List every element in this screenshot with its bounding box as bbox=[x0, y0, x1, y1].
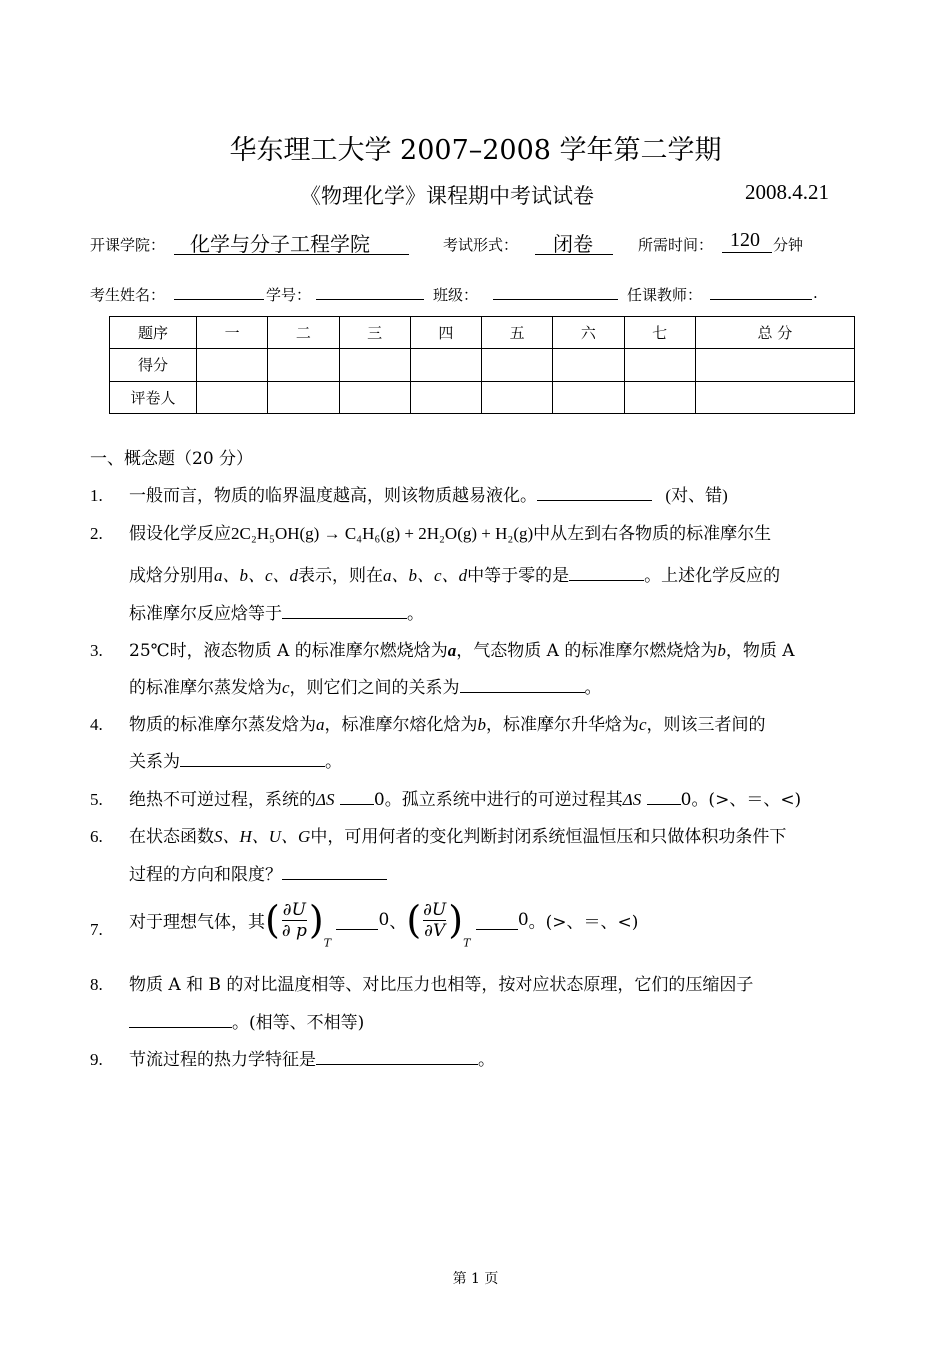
question-body bbox=[129, 818, 786, 856]
answer-options: (对、错) bbox=[665, 486, 728, 505]
teacher-label: 任课教师： bbox=[627, 286, 703, 304]
question-text: ，则它们之间的关系为 bbox=[289, 678, 460, 698]
question-text: 中从左到右各物质的标准摩尔生 bbox=[533, 524, 772, 544]
question-body bbox=[129, 477, 728, 515]
variable-b: b bbox=[477, 715, 486, 734]
grader-cell[interactable] bbox=[410, 381, 481, 413]
table-header-cell: 七 bbox=[624, 317, 695, 349]
score-cell[interactable] bbox=[482, 349, 553, 381]
question-text: 假设化学反应 bbox=[129, 524, 231, 544]
answer-blank[interactable] bbox=[282, 600, 407, 619]
answer-blank[interactable] bbox=[537, 482, 652, 501]
question-text: ，则该三者间的 bbox=[646, 715, 766, 735]
exam-form-underline bbox=[535, 254, 613, 255]
grader-cell[interactable] bbox=[624, 381, 695, 413]
question-text: 25℃时，液态物质 A 的标准摩尔燃烧焓为 bbox=[129, 641, 448, 661]
state-functions: S、H、U、G bbox=[214, 827, 311, 846]
zero: 0 bbox=[680, 790, 692, 810]
score-cell[interactable] bbox=[553, 349, 624, 381]
denominator: ∂V bbox=[424, 920, 446, 941]
grader-cell[interactable] bbox=[553, 381, 624, 413]
score-cell[interactable] bbox=[197, 349, 268, 381]
grader-cell[interactable] bbox=[268, 381, 339, 413]
question-body bbox=[129, 898, 638, 950]
question-8-line-2 bbox=[129, 1004, 364, 1042]
score-cell[interactable] bbox=[339, 349, 410, 381]
variable-a: a bbox=[447, 641, 457, 660]
table-row bbox=[110, 349, 855, 381]
answer-options: 。(>、＝、<) bbox=[528, 912, 639, 933]
college-label: 开课学院： bbox=[90, 236, 166, 254]
question-body bbox=[129, 706, 766, 744]
exam-subtitle: 《物理化学》课程期中考试试卷 bbox=[300, 184, 594, 208]
score-table-header-row bbox=[110, 317, 855, 349]
variable-c: c bbox=[282, 678, 290, 697]
time-underline bbox=[722, 252, 772, 253]
variables: a、b、c、d bbox=[214, 566, 299, 585]
question-text: ，标准摩尔熔化焓为 bbox=[324, 715, 478, 735]
question-body bbox=[129, 781, 801, 819]
class-label: 班级： bbox=[433, 286, 479, 304]
question-number: 5. bbox=[90, 790, 103, 809]
question-text: 。 bbox=[407, 604, 424, 624]
numerator: ∂U bbox=[282, 899, 306, 920]
table-header-cell: 三 bbox=[339, 317, 410, 349]
row-label-grader: 评卷人 bbox=[110, 381, 197, 413]
exam-date: 2008.4.21 bbox=[745, 180, 829, 204]
table-header-cell: 六 bbox=[553, 317, 624, 349]
question-2-line-2 bbox=[129, 557, 780, 595]
end-mark: . bbox=[813, 284, 818, 302]
delta-s: ΔS bbox=[622, 790, 642, 809]
question-text: 标准摩尔反应焓等于 bbox=[129, 604, 282, 624]
grader-cell[interactable] bbox=[482, 381, 553, 413]
time-label: 所需时间： bbox=[638, 236, 714, 254]
college-value: 化学与分子工程学院 bbox=[190, 232, 370, 256]
answer-blank[interactable] bbox=[336, 911, 378, 930]
question-text: 绝热不可逆过程，系统的 bbox=[129, 790, 316, 810]
grader-cell[interactable] bbox=[339, 381, 410, 413]
table-header-cell: 二 bbox=[268, 317, 339, 349]
question-3-line-2 bbox=[129, 669, 602, 707]
table-header-cell: 五 bbox=[482, 317, 553, 349]
time-unit: 分钟 bbox=[773, 236, 804, 254]
question-number: 9. bbox=[90, 1050, 103, 1069]
answer-blank[interactable] bbox=[180, 748, 325, 767]
answer-blank[interactable] bbox=[476, 911, 518, 930]
paren-close: ) bbox=[448, 898, 464, 942]
question-7 bbox=[0, 898, 900, 962]
variables: a、b、c、d bbox=[383, 566, 468, 585]
separator: 、 bbox=[389, 912, 407, 933]
question-text: 过程的方向和限度？ bbox=[129, 865, 282, 885]
section-heading: 一、概念题（20 分） bbox=[90, 449, 254, 469]
answer-options: 。(>、＝、<) bbox=[691, 790, 802, 810]
zero: 0 bbox=[517, 910, 529, 930]
grader-cell[interactable] bbox=[695, 381, 854, 413]
denominator: ∂ p bbox=[281, 920, 307, 941]
college-underline bbox=[174, 254, 409, 255]
table-header-cell: 题序 bbox=[110, 317, 197, 349]
paren-open: ( bbox=[406, 898, 422, 942]
question-text: 节流过程的热力学特征是 bbox=[129, 1050, 316, 1070]
question-text: 中等于零的是 bbox=[467, 566, 570, 586]
zero: 0 bbox=[373, 790, 385, 810]
answer-blank[interactable] bbox=[647, 786, 681, 805]
subscript-t: T bbox=[463, 936, 471, 950]
chemical-reaction: 2C₂H₅OH(g) → C₄H₆(g) + 2H₂O(g) + H₂(g) bbox=[231, 524, 534, 543]
score-cell[interactable] bbox=[268, 349, 339, 381]
question-text: ，标准摩尔升华焓为 bbox=[486, 715, 639, 735]
question-text: 。上述化学反应的 bbox=[644, 566, 781, 586]
exam-form-value: 闭卷 bbox=[553, 232, 593, 256]
question-text: 。 bbox=[325, 752, 342, 772]
question-text: 对于理想气体，其 bbox=[129, 912, 265, 933]
score-table bbox=[109, 316, 855, 414]
question-text: ，物质 A bbox=[725, 641, 795, 661]
student-id-underline bbox=[316, 299, 424, 300]
question-number: 1. bbox=[90, 486, 103, 505]
variable-c: c bbox=[639, 715, 647, 734]
row-label-score: 得分 bbox=[110, 349, 197, 381]
question-number: 6. bbox=[90, 827, 103, 846]
score-cell[interactable] bbox=[624, 349, 695, 381]
answer-blank[interactable] bbox=[460, 674, 585, 693]
question-number: 4. bbox=[90, 715, 103, 734]
question-text: 表示，则在 bbox=[298, 566, 384, 586]
question-body bbox=[129, 632, 795, 670]
question-text: 物质 A 和 B 的对比温度相等、对比压力也相等，按对应状态原理，它们的压缩因子 bbox=[129, 975, 754, 995]
teacher-underline bbox=[710, 299, 812, 300]
question-2-line-3 bbox=[129, 595, 424, 633]
student-id-label: 学号： bbox=[266, 286, 312, 304]
table-header-cell: 四 bbox=[410, 317, 481, 349]
delta-s: ΔS bbox=[316, 790, 335, 809]
table-header-cell: 总 分 bbox=[695, 317, 854, 349]
answer-blank[interactable] bbox=[129, 1009, 232, 1028]
partial-derivative-p bbox=[282, 900, 307, 941]
class-underline bbox=[493, 299, 618, 300]
name-label: 考生姓名： bbox=[90, 286, 166, 304]
question-number: 3. bbox=[90, 641, 103, 660]
variable-a: a bbox=[316, 715, 325, 734]
numerator: ∂U bbox=[423, 899, 447, 920]
question-number: 7. bbox=[90, 920, 103, 939]
question-text: 一般而言，物质的临界温度越高，则该物质越易液化。 bbox=[129, 486, 537, 506]
zero: 0 bbox=[378, 910, 390, 930]
question-text: 中，可用何者的变化判断封闭系统恒温恒压和只做体积功条件下 bbox=[310, 827, 787, 847]
page-number: 第 1 页 bbox=[452, 1271, 499, 1287]
question-number: 8. bbox=[90, 975, 103, 994]
grader-cell[interactable] bbox=[197, 381, 268, 413]
name-underline bbox=[174, 299, 264, 300]
question-body bbox=[129, 1041, 495, 1079]
question-text: 在状态函数 bbox=[129, 827, 214, 847]
paren-close: ) bbox=[308, 898, 324, 942]
partial-derivative-v bbox=[423, 900, 446, 941]
question-text: 成焓分别用 bbox=[129, 566, 214, 586]
question-body bbox=[129, 515, 771, 553]
answer-blank[interactable] bbox=[569, 562, 644, 581]
variable-b: b bbox=[717, 641, 726, 660]
question-4-line-2 bbox=[129, 743, 342, 781]
answer-options: 。(相等、不相等) bbox=[232, 1013, 365, 1033]
subscript-t: T bbox=[323, 936, 332, 950]
paren-open: ( bbox=[265, 898, 280, 942]
question-number: 2. bbox=[90, 524, 103, 543]
question-text: 的标准摩尔蒸发焓为 bbox=[129, 678, 282, 698]
exam-form-label: 考试形式： bbox=[443, 236, 519, 254]
time-value: 120 bbox=[730, 229, 760, 251]
question-text: ，气态物质 A 的标准摩尔燃烧焓为 bbox=[456, 641, 718, 661]
table-row bbox=[110, 381, 855, 413]
score-cell[interactable] bbox=[410, 349, 481, 381]
answer-blank[interactable] bbox=[316, 1046, 478, 1065]
score-cell[interactable] bbox=[695, 349, 854, 381]
question-text: 物质的标准摩尔蒸发焓为 bbox=[129, 715, 316, 735]
question-body bbox=[129, 966, 753, 1004]
question-text: 。孤立系统中进行的可逆过程其 bbox=[384, 790, 623, 810]
question-text: 。 bbox=[478, 1050, 495, 1070]
question-text: 关系为 bbox=[129, 752, 180, 772]
answer-blank[interactable] bbox=[340, 786, 374, 805]
question-6-line-2 bbox=[129, 856, 387, 894]
question-text: 。 bbox=[584, 678, 602, 698]
table-header-cell: 一 bbox=[197, 317, 268, 349]
answer-blank[interactable] bbox=[282, 861, 387, 880]
exam-title: 华东理工大学 2007–2008 学年第二学期 bbox=[229, 135, 722, 166]
